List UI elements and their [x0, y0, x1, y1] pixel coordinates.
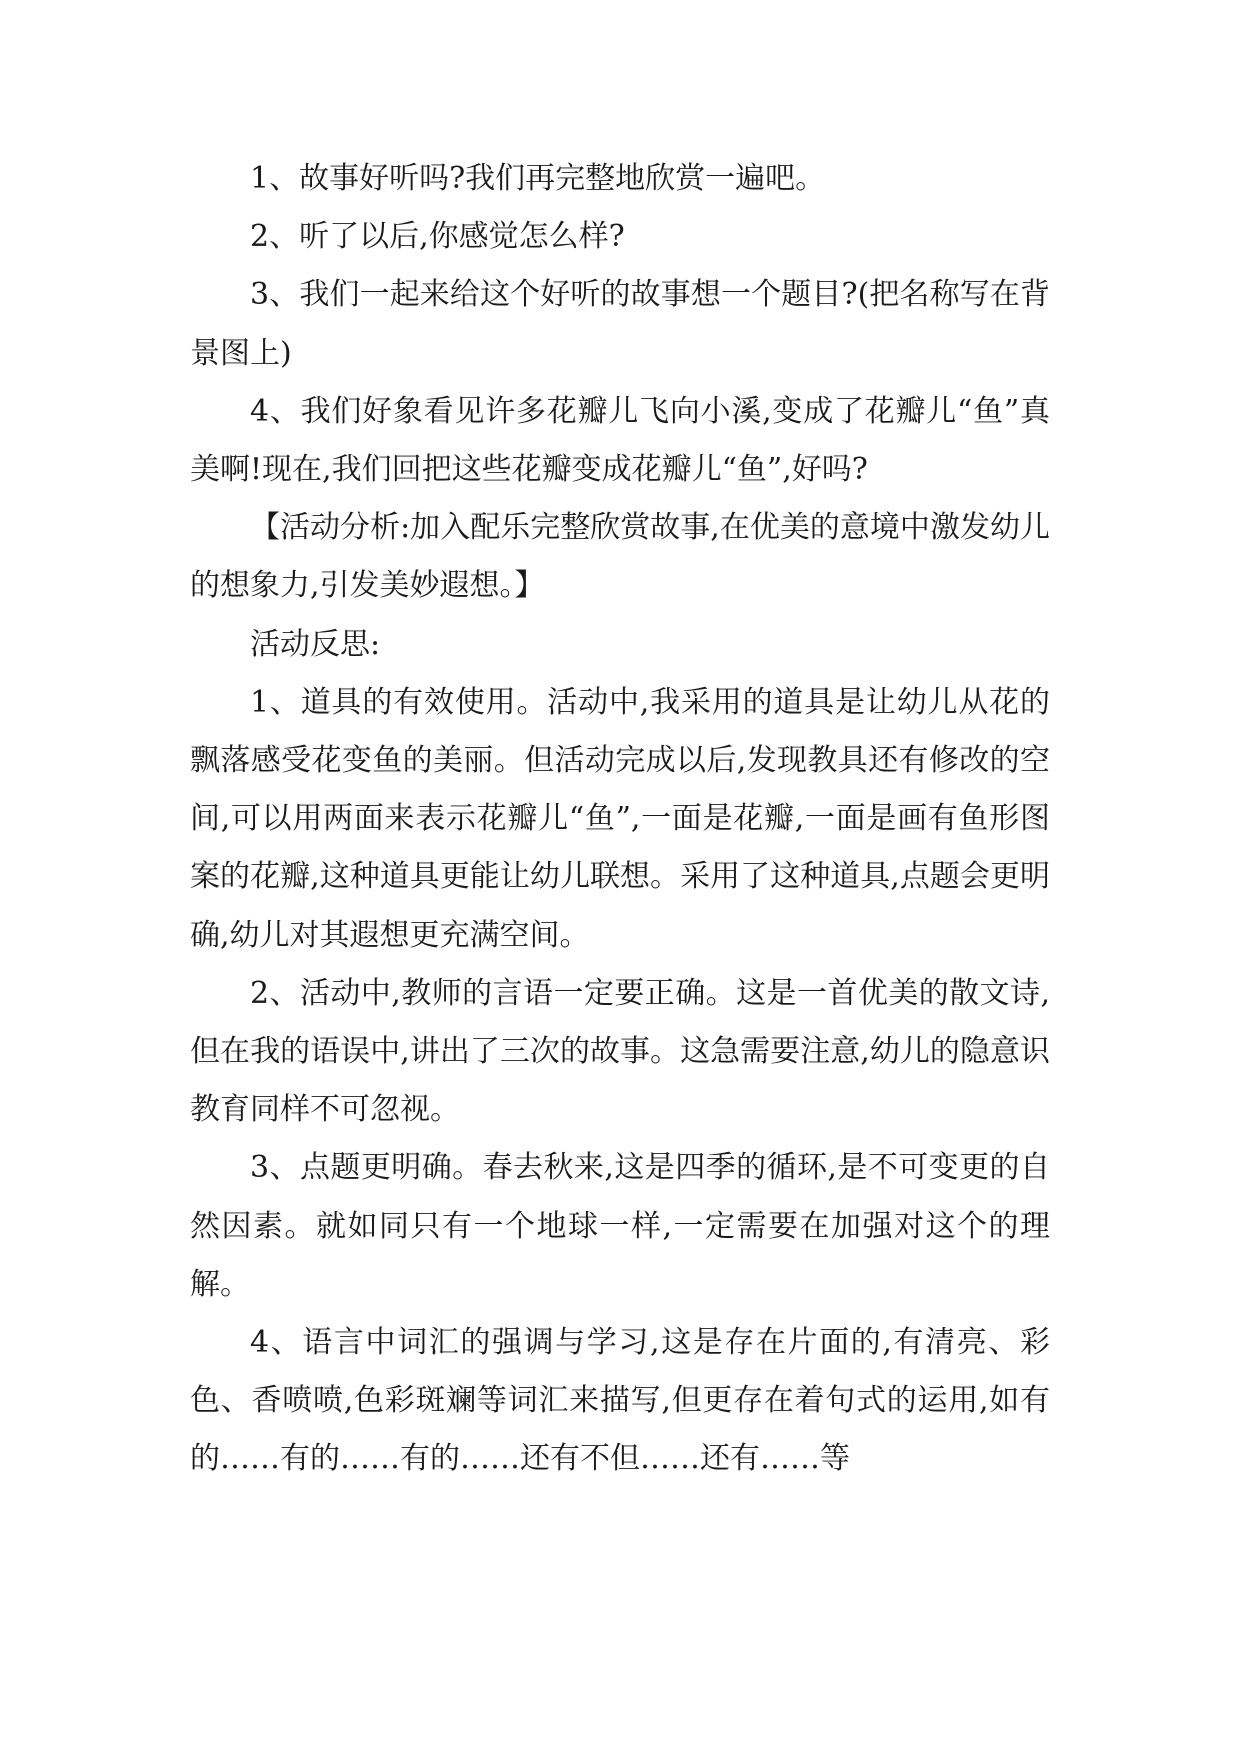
reflection-item-2: 2、活动中,教师的言语一定要正确。这是一首优美的散文诗,但在我的语误中,讲出了三次的故事。这急需要注意,幼儿的隐意识教育同样不可忽视。: [190, 975, 1050, 1128]
paragraph-1: 1、故事好听吗?我们再完整地欣赏一遍吧。: [250, 161, 826, 196]
paragraph-3: 3、我们一起来给这个好听的故事想一个题目?(把名称写在背景图上): [190, 277, 1050, 371]
paragraph-4: 4、我们好象看见许多花瓣儿飞向小溪,变成了花瓣儿“鱼”真美啊!现在,我们回把这些花瓣变成花瓣儿“鱼”,好吗?: [190, 393, 1050, 488]
reflection-item-1: 1、道具的有效使用。活动中,我采用的道具是让幼儿从花的飘落感受花变鱼的美丽。但活动完成以后,发现教具还有修改的空间,可以用两面来表示花瓣儿“鱼”,一面是花瓣,一面是画有鱼形图案的花瓣,这种道具更能让幼儿联想。采用了这种道具,点题会更明确,幼儿对其遐想更充满空间。: [190, 684, 1050, 953]
reflection-heading: 活动反思:: [250, 626, 381, 662]
document-body: [190, 150, 1050, 1489]
activity-analysis: 【活动分析:加入配乐完整欣赏故事,在优美的意境中激发幼儿的想象力,引发美妙遐想。】: [190, 510, 1050, 604]
reflection-item-4: 4、语言中词汇的强调与学习,这是存在片面的,有清亮、彩色、香喷喷,色彩斑斓等词汇来描写,但更存在着句式的运用,如有的……有的……有的……还有不但……还有……等: [190, 1325, 1050, 1477]
paragraph-2: 2、听了以后,你感觉怎么样?: [250, 219, 625, 255]
reflection-item-3: 3、点题更明确。春去秋来,这是四季的循环,是不可变更的自然因素。就如同只有一个地球一样,一定需要在加强对这个的理解。: [190, 1150, 1050, 1302]
